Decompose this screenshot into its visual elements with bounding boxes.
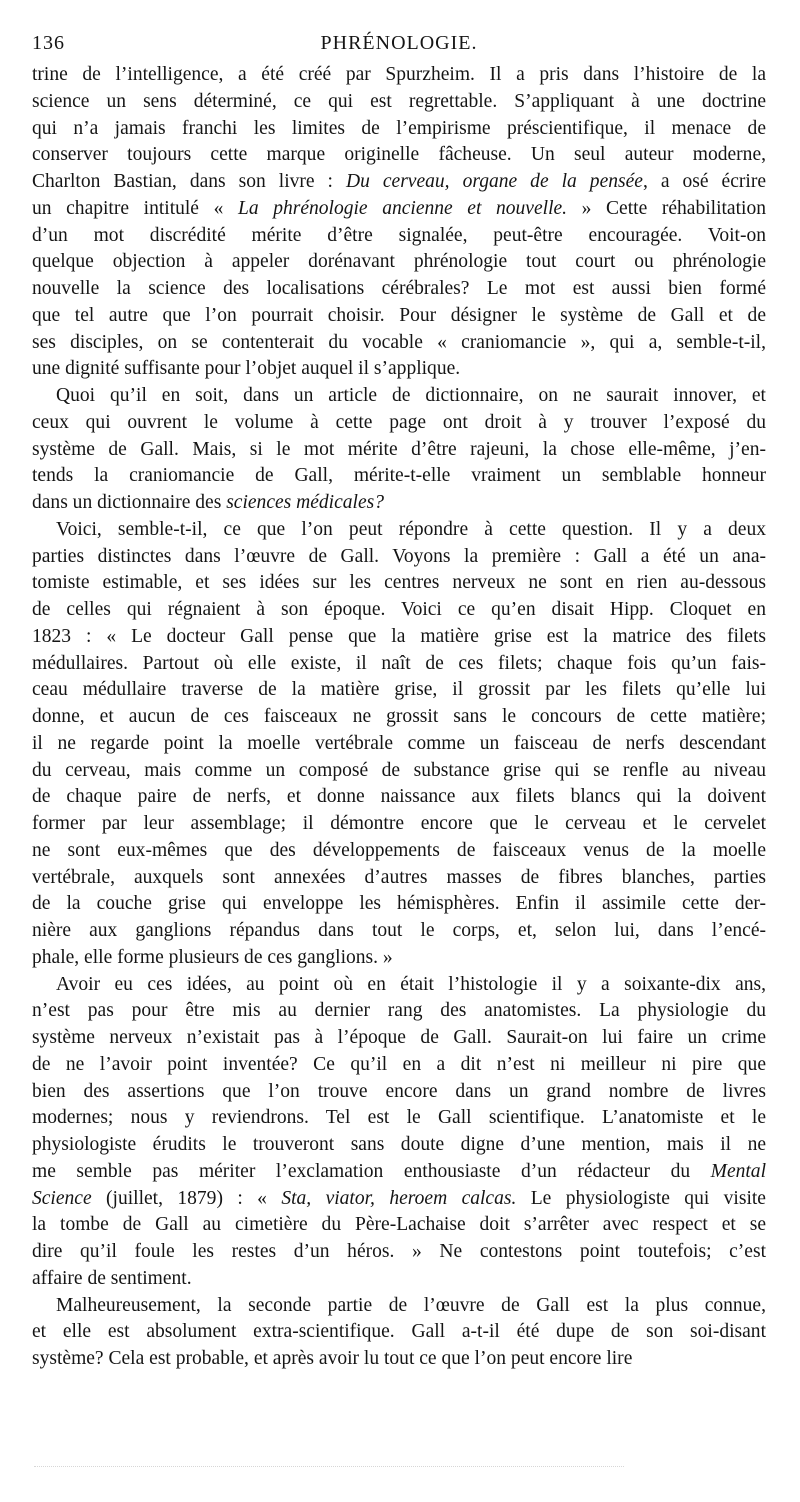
text-line: système? Cela est probable, et après avoir lu tout ce que l’on peut encore lire [32, 1348, 633, 1369]
text-line: Quoi qu’il en soit, dans un article de dictionnaire, on ne saurait innover, et [56, 385, 766, 406]
text-line: nouvelle la science des localisations cérébrales? Le mot est aussi bien formé [32, 278, 766, 299]
text-line: donne, et aucun de ces faisceaux ne grossit sans le concours de cette matière; [32, 706, 766, 727]
text-line: science un sens déterminé, ce qui est regrettable. S’appliquant à une doctrine [32, 90, 766, 112]
text-line: il ne regarde point la moelle vertébrale comme un faisceau de nerfs descendant [32, 732, 766, 754]
text-line: système de Gall. Mais, si le mot mérite d’être rajeuni, la chose elle-même, j’en- [32, 438, 766, 460]
text-line: dire qu’il foule les restes d’un héros. » Ne contestons point toutefois; c’est [32, 1241, 766, 1262]
text-line: former par leur assemblage; il démontre encore que le cerveau et le cervelet [32, 813, 766, 834]
text-line: ne sont eux-mêmes que des développements de faisceaux venus de la moelle [32, 839, 766, 861]
text-line: Malheureusement, la seconde partie de l’œuvre de Gall est la plus connue, [56, 1294, 766, 1316]
text-line: un chapitre intitulé « La phrénologie ancienne et nouvelle. » Cette réhabilitation [32, 197, 766, 219]
text-line: de chaque paire de nerfs, et donne naissance aux filets blancs qui la doivent [32, 786, 766, 808]
page-number: 136 [32, 32, 65, 54]
text-line: ses disciples, on se contenterait du vocable « craniomancie », qui a, semble-t-il, [32, 331, 766, 353]
text-line: qui n’a jamais franchi les limites de l’empirisme préscientifique, il menace de [32, 117, 766, 139]
paragraph [32, 972, 766, 1293]
text-line: quelque objection à appeler dorénavant phrénologie tout court ou phrénologie [32, 251, 766, 273]
text-line: physiologiste érudits le trouveront sans doute digne d’une mention, mais il ne [32, 1134, 766, 1155]
text-line: de la couche grise qui enveloppe les hémisphères. Enfin il assimile cette der- [32, 893, 766, 915]
running-title: PHRÉNOLOGIE. [320, 32, 478, 54]
document-page [32, 22, 766, 1373]
text-line: n’est pas pour être mis au dernier rang des anatomistes. La physiologie du [32, 1000, 766, 1022]
text-line: de ne l’avoir point inventée? Ce qu’il en a dit n’est ni meilleur ni pire que [32, 1053, 766, 1075]
text-line: 1823 : « Le docteur Gall pense que la matière grise est la matrice des filets [32, 625, 766, 647]
document-body [32, 62, 766, 1373]
text-line: que tel autre que l’on pourrait choisir. Pour désigner le système de Gall et de [32, 304, 766, 326]
text-line: de celles qui régnaient à son époque. Voici ce qu’en disait Hipp. Cloquet en [32, 599, 766, 620]
text-line: médullaires. Partout où elle existe, il naît de ces filets; chaque fois qu’un fais- [32, 652, 766, 674]
text-line: affaire de sentiment. [32, 1267, 192, 1289]
text-line: tends la craniomancie de Gall, mérite-t-elle vraiment un semblable honneur [32, 465, 766, 487]
text-line: une dignité suffisante pour l’objet auquel il s’applique. [32, 358, 461, 380]
text-line: Avoir eu ces idées, au point où en était l’histologie il y a soixante-dix ans, [56, 973, 766, 995]
text-line: et elle est absolument extra-scientifique. Gall a-t-il été dupe de son soi-disant [32, 1321, 766, 1343]
text-line: bien des assertions que l’on trouve encore dans un grand nombre de livres [32, 1080, 766, 1102]
paragraph [32, 62, 766, 383]
text-line: d’un mot discrédité mérite d’être signalée, peut-être encouragée. Voit-on [32, 224, 766, 246]
paragraph [32, 517, 766, 972]
page-bottom-bleed [34, 1466, 624, 1469]
text-line: du cerveau, mais comme un composé de substance grise qui se renfle au niveau [32, 759, 766, 781]
text-line: phale, elle forme plusieurs de ces ganglions. » [32, 946, 393, 968]
text-line: ceau médullaire traverse de la matière grise, il grossit par les filets qu’elle lui [32, 679, 766, 701]
text-line: la tombe de Gall au cimetière du Père-Lachaise doit s’arrêter avec respect et se [32, 1214, 766, 1236]
text-line: parties distinctes dans l’œuvre de Gall. Voyons la première : Gall a été un ana- [32, 545, 766, 567]
text-line: conserver toujours cette marque originelle fâcheuse. Un seul auteur moderne, [32, 144, 766, 166]
text-line: trine de l’intelligence, a été créé par Spurzheim. Il a pris dans l’histoire de la [32, 64, 766, 85]
text-line: dans un dictionnaire des sciences médicales? [32, 492, 385, 513]
text-line: ceux qui ouvrent le volume à cette page ont droit à y trouver l’exposé du [32, 411, 766, 433]
text-line: vertébrale, auxquels sont annexées d’autres masses de fibres blanches, parties [32, 866, 766, 888]
text-line: me semble pas mériter l’exclamation enthousiaste d’un rédacteur du Mental [32, 1160, 766, 1182]
text-line: Science (juillet, 1879) : « Sta, viator, heroem calcas. Le physiologiste qui visite [32, 1187, 766, 1209]
text-line: tomiste estimable, et ses idées sur les centres nerveux ne sont en rien au-dessous [32, 572, 766, 594]
text-line: système nerveux n’existait pas à l’époque de Gall. Saurait-on lui faire un crime [32, 1027, 766, 1048]
text-line: Charlton Bastian, dans son livre : Du cerveau, organe de la pensée, a osé écrire [32, 171, 766, 192]
paragraph [32, 1293, 766, 1373]
paragraph [32, 383, 766, 517]
text-line: nière aux ganglions répandus dans tout le corps, et, selon lui, dans l’encé- [32, 920, 766, 941]
text-line: modernes; nous y reviendrons. Tel est le Gall scientifique. L’anatomiste et le [32, 1107, 766, 1129]
page-header [32, 22, 766, 58]
text-line: Voici, semble-t-il, ce que l’on peut répondre à cette question. Il y a deux [56, 518, 766, 540]
